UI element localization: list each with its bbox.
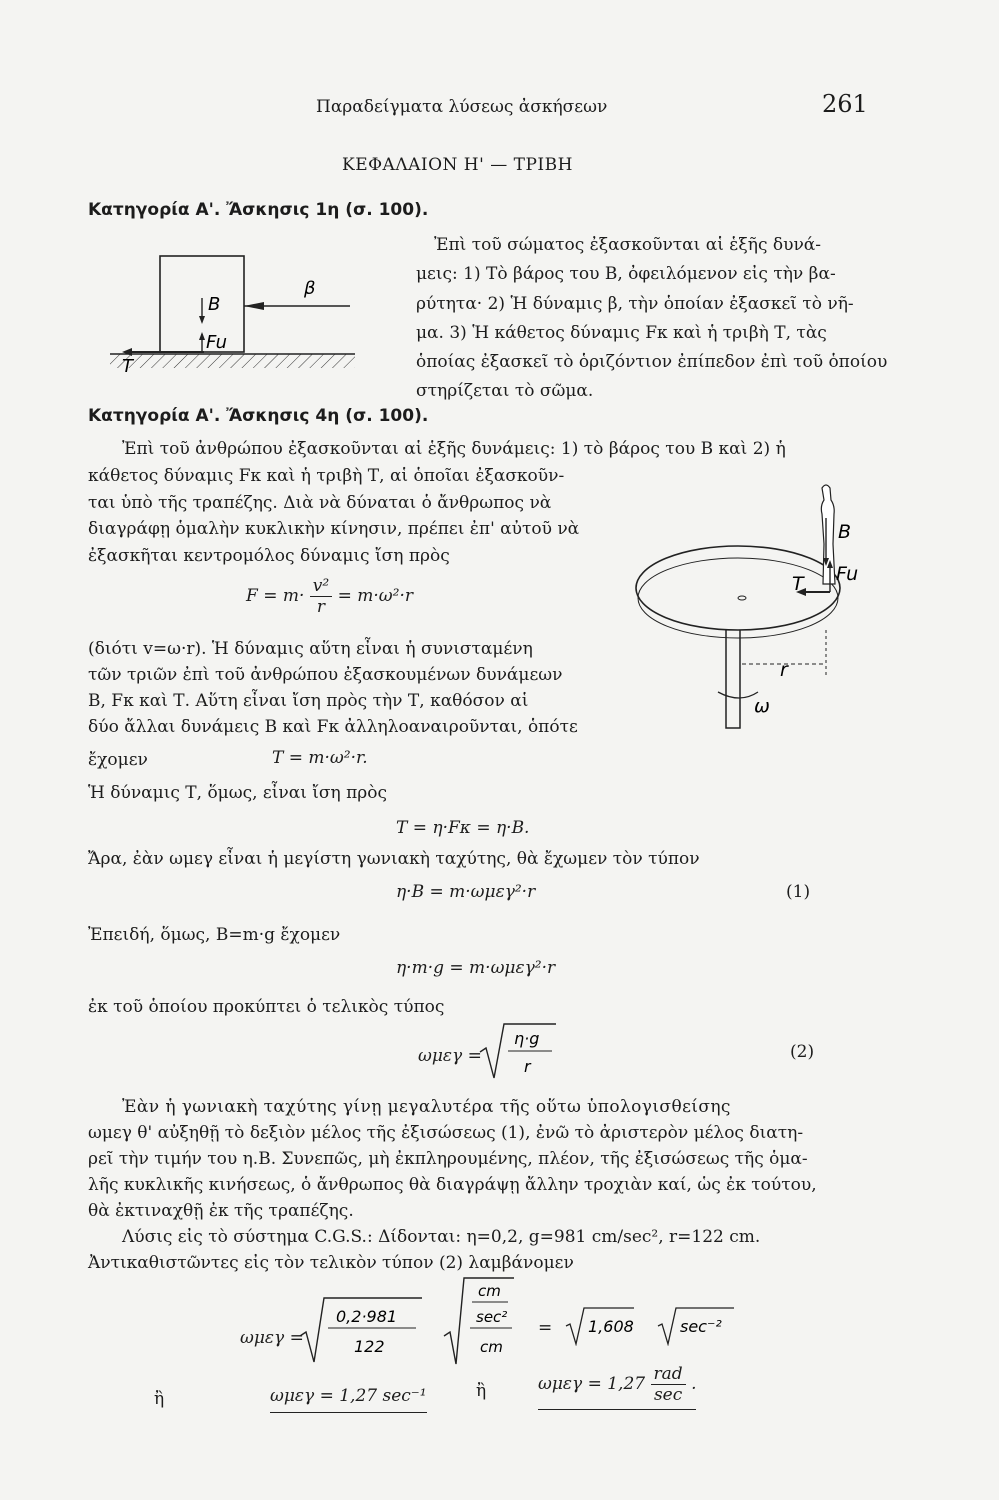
fig2-label-omega: ω	[754, 695, 770, 717]
eq-2-num: η·g	[514, 1029, 540, 1048]
result-2-num: rad	[651, 1364, 686, 1385]
eq-2-radical	[478, 1022, 558, 1080]
final-radical-2	[442, 1276, 518, 1368]
replacing-line: Ἀντικαθιστῶντες εἰς τὸν τελικὸν τύπον (2) λαμβάνομεν	[88, 1253, 574, 1273]
fig1-label-beta: β	[304, 278, 316, 299]
final-frac1-num: 0,2·981	[336, 1307, 398, 1326]
ex1-line-4: μα. 3) Ἡ κάθετος δύναμις Fκ καὶ ἡ τριβὴ Τ, τὰς	[416, 323, 827, 343]
para-line-4: λῆς κυκλικῆς κινήσεως, ὁ ἄνθρωπος θὰ διαγράψῃ ἄλλην τροχιὰν καί, ὡς ἐκ τούτου,	[88, 1175, 817, 1195]
solution-line: Λύσις εἰς τὸ σύστημα C.G.S.: Δίδονται: η=0,2, g=981 cm/sec², r=122 cm.	[122, 1227, 761, 1247]
ex1-line-1: Ἐπὶ τοῦ σώματος ἐξασκοῦνται αἱ ἑξῆς δυνά-	[434, 235, 822, 255]
eq-centripetal	[246, 576, 413, 617]
eq-eta-m-g: η·m·g = m·ωμεγ²·r	[396, 958, 556, 978]
rotating-table-figure	[630, 480, 870, 740]
fig2-label-T: T	[792, 573, 804, 595]
fig1-label-Fu: Fu	[206, 332, 228, 353]
ex1-heading: Κατηγορία Α'. Ἄσκησις 1η (σ. 100).	[88, 200, 429, 220]
fig2-label-B: B	[838, 521, 852, 543]
ex1-line-6: στηρίζεται τὸ σῶμα.	[416, 381, 594, 401]
final-radical-4	[656, 1306, 736, 1346]
ex1-line-3: ρύτητα· 2) Ἡ δύναμις β, τὴν ὁποίαν ἐξασκεῖ τὸ νῆ-	[416, 294, 854, 314]
result-2-period: .	[691, 1374, 697, 1394]
ex4-line-5: ἐξασκῆται κεντρομόλος δύναμις ἴση πρὸς	[88, 546, 450, 566]
eq-F-frac	[310, 576, 332, 617]
para-line-2: ωμεγ θ' αὐξηθῇ τὸ δεξιὸν μέλος τῆς ἐξισώσεως (1), ἐνῶ τὸ ἀριστερὸν μέλος διατη-	[88, 1123, 804, 1143]
beta-arrowhead	[244, 302, 264, 310]
table-disc	[636, 546, 840, 630]
ex1-line-2: μεις: 1) Τὸ βάρος του Β, ὀφειλόμενον εἰς τὴν βα-	[416, 264, 836, 284]
final-equals: =	[538, 1318, 553, 1338]
eq-F-num: v²	[310, 576, 332, 597]
para-line-1: Ἐὰν ἡ γωνιακὴ ταχύτης γίνῃ μεγαλυτέρα τῆς οὕτω ὑπολογισθείσης	[122, 1097, 731, 1117]
ex4-line-6: (διότι v=ω·r). Ἡ δύναμις αὕτη εἶναι ἡ συνισταμένη	[88, 639, 533, 659]
ex1-line-5: ὁποίας ἐξασκεῖ τὸ ὁριζόντιον ἐπίπεδον ἐπὶ τοῦ ὁποίου	[416, 352, 888, 372]
eq-1: η·B = m·ωμεγ²·r	[396, 882, 536, 902]
chapter-title: ΚΕΦΑΛΑΙΟΝ Η' — ΤΡΙΒΗ	[342, 155, 573, 175]
ex4-line-7: τῶν τριῶν ἐπὶ τοῦ ἀνθρώπου ἐξασκουμένων δυνάμεων	[88, 665, 563, 685]
para-line-5: θὰ ἐκτιναχθῇ ἐκ τῆς τραπέζης.	[88, 1201, 354, 1221]
result-or-2: ἢ	[476, 1381, 487, 1401]
eq-F-den: r	[316, 597, 326, 617]
para-line-3: ρεῖ τὴν τιμήν του η.Β. Συνεπῶς, μὴ ἐκπληρουμένης, πλέον, τῆς ἐξισώσεως τῆς ὁμα-	[88, 1149, 808, 1169]
line-ara: Ἄρα, ἐὰν ωμεγ εἶναι ἡ μεγίστη γωνιακὴ ταχύτης, θὰ ἔχωμεν τὸν τύπον	[88, 849, 700, 869]
final-frac1-den: 122	[354, 1337, 385, 1356]
page-number: 261	[822, 90, 868, 118]
eq-T2: T = η·Fκ = η·B.	[396, 818, 530, 838]
eq-2-lhs: ωμεγ =	[418, 1046, 482, 1066]
echomen: ἔχομεν	[88, 750, 148, 770]
ex4-line-8: Β, Fκ καὶ Τ. Αὕτη εἶναι ἴση πρὸς τὴν Τ, καθόσον αἱ	[88, 691, 529, 711]
fig1-label-B: B	[208, 294, 221, 315]
final-lhs: ωμεγ =	[240, 1328, 304, 1348]
result-2-frac	[651, 1364, 686, 1405]
final-frac2-num-top: cm	[478, 1282, 501, 1300]
normal-arrowhead	[199, 332, 205, 340]
result-2	[538, 1364, 696, 1410]
block-on-plane-figure	[100, 238, 370, 398]
weight-arrowhead	[199, 316, 205, 324]
ex4-line-3: ται ὑπὸ τῆς τραπέζης. Διὰ νὰ δύναται ὁ ἄνθρωπος νὰ	[88, 493, 552, 513]
result-or-1: ἢ	[154, 1389, 165, 1409]
final-unit: sec⁻²	[680, 1317, 722, 1336]
final-frac2-num-bot: sec²	[476, 1308, 508, 1326]
ex4-line-2: κάθετος δύναμις Fκ καὶ ἡ τριβὴ Τ, αἱ ὁποῖαι ἐξασκοῦν-	[88, 466, 565, 486]
eq-F-lhs: F = m·	[246, 586, 305, 606]
final-radical-3	[564, 1306, 636, 1346]
final-radical-1	[298, 1296, 426, 1366]
ex4-line-9: δύο ἄλλαι δυνάμεις Β καὶ Fκ ἀλληλοαναιροῦνται, ὁπότε	[88, 717, 578, 737]
person	[821, 485, 835, 584]
table-shaft	[726, 616, 740, 728]
final-val: 1,608	[588, 1317, 634, 1336]
result-1: ωμεγ = 1,27 sec⁻¹	[270, 1386, 427, 1413]
eq-F-rhs: = m·ω²·r	[337, 586, 413, 606]
ex4-line-4: διαγράφῃ ὁμαλὴν κυκλικὴν κίνησιν, πρέπει ἐπ' αὐτοῦ νὰ	[88, 519, 580, 539]
final-frac2-den: cm	[480, 1338, 503, 1356]
fig2-label-r: r	[780, 659, 788, 681]
ex4-line-1: Ἐπὶ τοῦ ἀνθρώπου ἐξασκοῦνται αἱ ἑξῆς δυνάμεις: 1) τὸ βάρος του Β καὶ 2) ἡ	[122, 439, 786, 459]
eq-2-den: r	[524, 1057, 531, 1076]
eq-1-number: (1)	[786, 882, 811, 902]
fig1-label-T: T	[122, 356, 133, 377]
line-isi: Ἡ δύναμις Τ, ὅμως, εἶναι ἴση πρὸς	[88, 783, 388, 803]
ex4-heading: Κατηγορία Α'. Ἄσκησις 4η (σ. 100).	[88, 406, 429, 426]
fig2-label-Fu: Fu	[836, 563, 859, 585]
ground-hatch	[110, 354, 355, 368]
result-2-lhs: ωμεγ = 1,27	[538, 1374, 646, 1394]
eq-2-number: (2)	[790, 1042, 815, 1062]
result-2-den: sec	[653, 1385, 683, 1405]
line-ek: ἐκ τοῦ ὁποίου προκύπτει ὁ τελικὸς τύπος	[88, 997, 445, 1017]
running-title: Παραδείγματα λύσεως ἀσκήσεων	[316, 97, 608, 117]
line-epeidi: Ἐπειδή, ὅμως, B=m·g ἔχομεν	[88, 925, 341, 945]
eq-T1: T = m·ω²·r.	[272, 748, 368, 768]
